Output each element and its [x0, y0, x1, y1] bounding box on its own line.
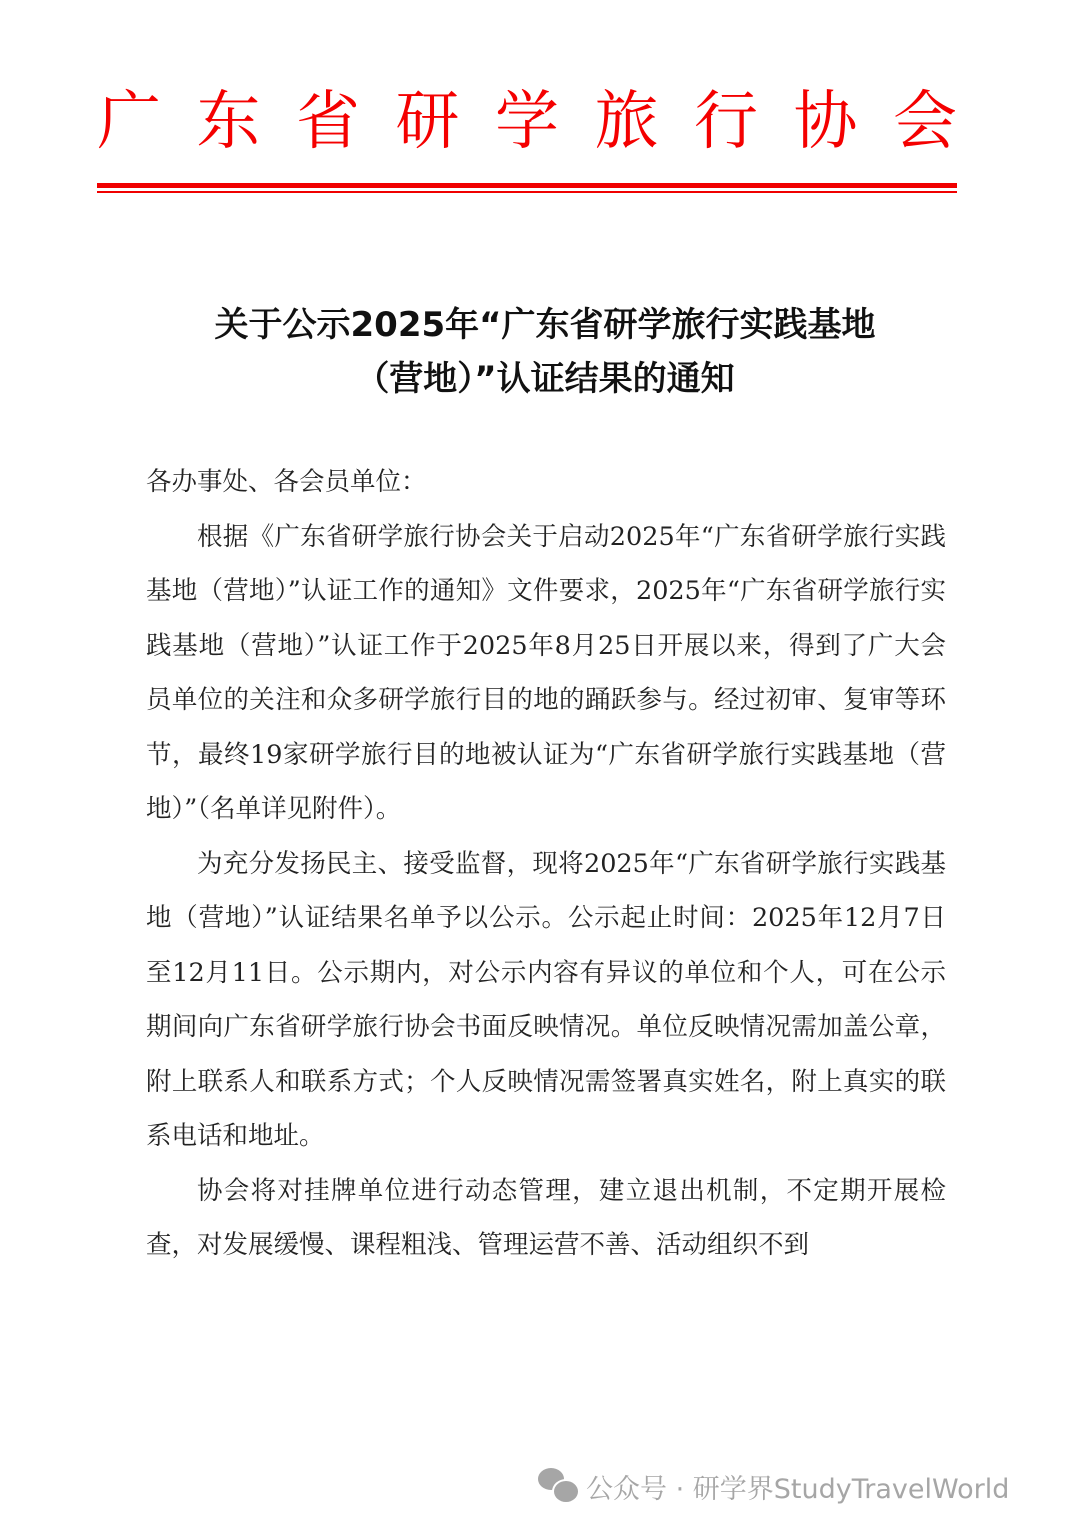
letterhead-char: 旅	[594, 85, 659, 159]
title-line-1: 关于公示2025年“广东省研学旅行实践基地	[214, 305, 876, 345]
organization-letterhead	[97, 82, 957, 162]
source-watermark	[538, 1466, 1009, 1506]
letterhead-char: 协	[793, 85, 858, 159]
title-line-2: （营地）”认证结果的通知	[355, 359, 735, 399]
salutation: 各办事处、各会员单位：	[146, 467, 427, 497]
paragraph: 协会将对挂牌单位进行动态管理，建立退出机制，不定期开展检查，对发展缓慢、课程粗浅、管理运营不善、活动组织不到	[146, 1175, 946, 1260]
document-title	[120, 298, 970, 406]
letterhead-divider-thick	[97, 183, 957, 188]
letterhead-char: 广	[97, 85, 161, 159]
wechat-icon	[538, 1468, 578, 1504]
letterhead-divider-thin	[97, 191, 957, 193]
watermark-text: 公众号 · 研学界StudyTravelWorld	[586, 1473, 1010, 1505]
letterhead-char: 会	[893, 85, 957, 159]
letterhead-char: 东	[196, 85, 261, 159]
paragraph: 为充分发扬民主、接受监督，现将2025年“广东省研学旅行实践基地（营地）”认证结果名单予以公示。公示起止时间：2025年12月7日至12月11日。公示期内，对公示内容有异议的单位和个人，可在公示期间向广东省研学旅行协会书面反映情况。单位反映情况需加盖公章，附上联系人和联系方式；个人反映情况需签署真实姓名，附上真实的联系电话和地址。	[146, 848, 946, 1151]
letterhead-char: 省	[296, 85, 360, 159]
paragraph: 根据《广东省研学旅行协会关于启动2025年“广东省研学旅行实践基地（营地）”认证工作的通知》文件要求，2025年“广东省研学旅行实践基地（营地）”认证工作于2025年8月25日开展以来，得到了广大会员单位的关注和众多研学旅行目的地的踊跃参与。经过初审、复审等环节，最终19家研学旅行目的地被认证为“广东省研学旅行实践基地（营地）”（名单详见附件）。	[146, 521, 946, 824]
letterhead-char: 学	[495, 85, 559, 159]
letterhead-char: 研	[395, 85, 460, 159]
letterhead-char: 行	[694, 85, 758, 159]
document-body	[146, 455, 946, 1273]
